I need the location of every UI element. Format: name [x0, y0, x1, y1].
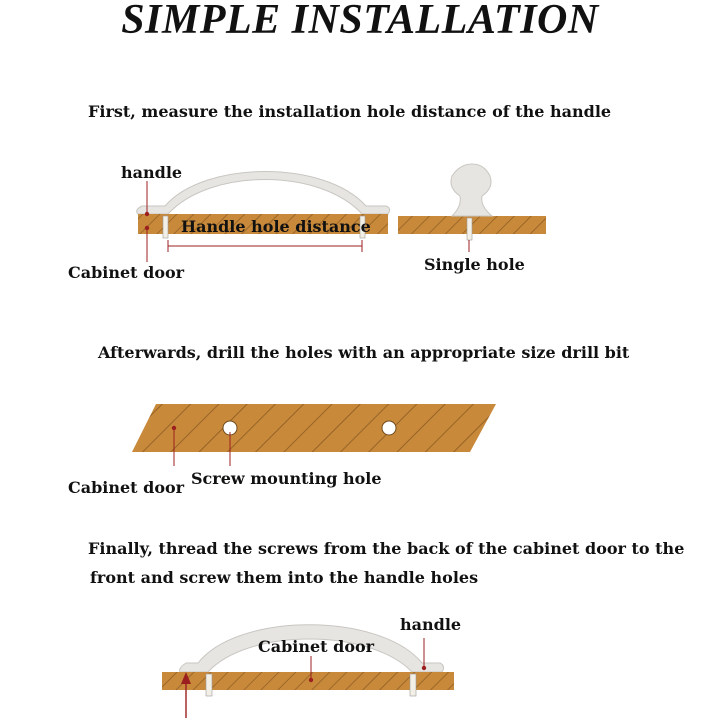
screw — [467, 218, 472, 240]
fig1-handle-label: handle — [121, 163, 183, 182]
step-1-text: First, measure the installation hole distance of the handle — [88, 102, 612, 121]
fig3-cabinet-door-label: Cabinet door — [258, 637, 375, 656]
screw — [410, 674, 416, 696]
step-3-text-line-1: Finally, thread the screws from the back of the cabinet door to the — [88, 539, 685, 558]
step-2-text: Afterwards, drill the holes with an appropriate size drill bit — [98, 343, 630, 362]
fig2-screw-hole-label: Screw mounting hole — [191, 469, 382, 488]
cabinet-door-board-drilled — [132, 404, 496, 452]
fig3-handle-label: handle — [400, 615, 462, 634]
page-title: SIMPLE INSTALLATION — [121, 0, 599, 43]
screw — [163, 216, 168, 238]
mounting-hole — [382, 421, 396, 435]
fig1-cabinet-door-label: Cabinet door — [68, 263, 185, 282]
fig2-cabinet-door-label: Cabinet door — [68, 478, 185, 497]
screw — [206, 674, 212, 696]
step-3-text-line-2: front and screw them into the handle holes — [90, 568, 479, 587]
knob — [451, 164, 492, 216]
fig1-single-hole-label: Single hole — [424, 255, 525, 274]
figure-measure-distance — [137, 164, 546, 262]
figure-drill-holes — [132, 404, 496, 466]
fig1-hole-distance-label: Handle hole distance — [181, 217, 371, 236]
